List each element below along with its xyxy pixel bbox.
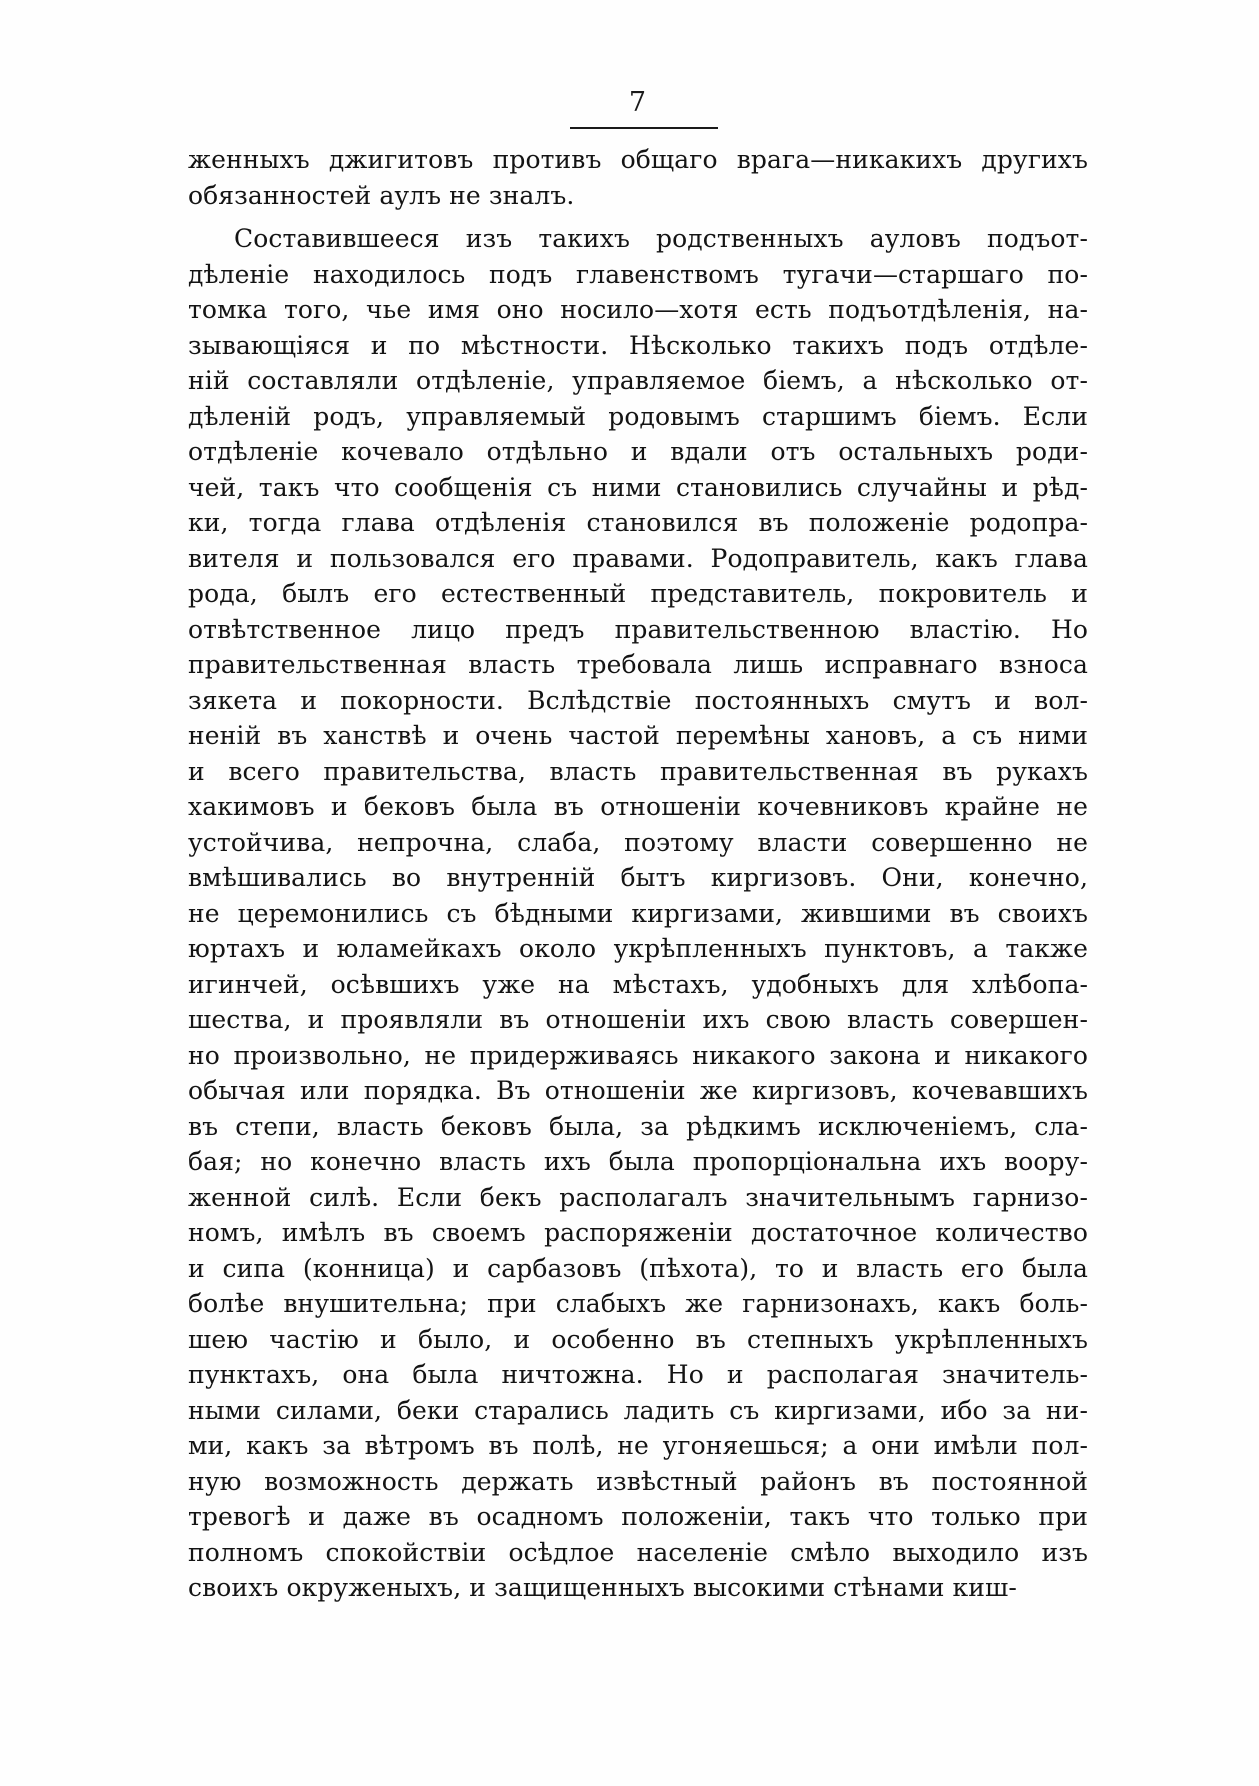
text-line: тревогѣ и даже въ осадномъ положеніи, такъ что только при bbox=[188, 1502, 1088, 1531]
text-line: отвѣтственное лицо предъ правительственною властію. Но bbox=[188, 614, 1088, 644]
text-line: женной силѣ. Если бекъ располагалъ значительнымъ гарнизо- bbox=[188, 1182, 1088, 1212]
text-line: рода, былъ его естественный представитель, покровитель и bbox=[188, 579, 1088, 608]
text-line: своихъ окруженыхъ, и защищенныхъ высокими стѣнами киш- bbox=[188, 1573, 1017, 1602]
text-line: и сипа (конница) и сарбазовъ (пѣхота), то и власть его была bbox=[188, 1253, 1088, 1283]
text-line: отдѣленіе кочевало отдѣльно и вдали отъ остальныхъ роди- bbox=[188, 437, 1088, 466]
text-line: зывающіяся и по мѣстности. Нѣсколько такихъ подъ отдѣле- bbox=[188, 330, 1088, 360]
text-line: хакимовъ и бековъ была въ отношеніи кочевниковъ крайне не bbox=[188, 792, 1088, 821]
text-line: ную возможность держать извѣстный районъ въ постоянной bbox=[188, 1466, 1088, 1496]
paragraph bbox=[188, 221, 1088, 1606]
paragraph bbox=[188, 142, 1088, 213]
text-line: женныхъ джигитовъ противъ общаго врага—никакихъ другихъ bbox=[188, 145, 1088, 174]
text-line: ки, тогда глава отдѣленія становился въ положеніе родопра- bbox=[188, 508, 1088, 537]
page-number: 7 bbox=[628, 87, 647, 118]
text-line: дѣленій родъ, управляемый родовымъ старшимъ біемъ. Если bbox=[188, 401, 1088, 431]
text-line: юртахъ и юламейкахъ около укрѣпленныхъ пунктовъ, а также bbox=[188, 934, 1088, 963]
text-line: шества, и проявляли въ отношеніи ихъ свою власть совершен- bbox=[188, 1005, 1088, 1034]
text-line: неній въ ханствѣ и очень частой перемѣны хановъ, а съ ними bbox=[188, 721, 1088, 750]
text-line: болѣе внушительна; при слабыхъ же гарнизонахъ, какъ боль- bbox=[188, 1289, 1088, 1318]
text-line: томка того, чье имя оно носило—хотя есть подъотдѣленія, на- bbox=[188, 295, 1088, 324]
text-line: чей, такъ что сообщенія съ ними становились случайны и рѣд- bbox=[188, 472, 1088, 502]
text-line: правительственная власть требовала лишь исправнаго взноса bbox=[188, 650, 1088, 679]
text-line: вителя и пользовался его правами. Родоправитель, какъ глава bbox=[188, 543, 1088, 573]
text-line: обычая или порядка. Въ отношеніи же киргизовъ, кочевавшихъ bbox=[188, 1076, 1088, 1105]
text-line: шею частію и было, и особенно въ степныхъ укрѣпленныхъ bbox=[188, 1324, 1088, 1354]
text-line: дѣленіе находилось подъ главенствомъ тугачи—старшаго по- bbox=[188, 259, 1088, 289]
paragraph-gap bbox=[188, 213, 1088, 221]
text-line: не церемонились съ бѣдными киргизами, жившими въ своихъ bbox=[188, 898, 1088, 928]
text-line: полномъ спокойствіи осѣдлое населеніе смѣло выходило изъ bbox=[188, 1537, 1088, 1567]
text-line: устойчива, непрочна, слаба, поэтому власти совершенно не bbox=[188, 827, 1088, 857]
text-line: обязанностей аулъ не зналъ. bbox=[188, 180, 575, 210]
page-number-rule bbox=[570, 127, 718, 129]
text-line: пунктахъ, она была ничтожна. Но и располагая значитель- bbox=[188, 1360, 1088, 1389]
text-line: въ степи, власть бековъ была, за рѣдкимъ исключеніемъ, сла- bbox=[188, 1111, 1088, 1141]
text-line: зякета и покорности. Вслѣдствіе постоянныхъ смутъ и вол- bbox=[188, 685, 1088, 715]
text-line: но произвольно, не придерживаясь никакого закона и никакого bbox=[188, 1040, 1088, 1070]
text-line: игинчей, осѣвшихъ уже на мѣстахъ, удобныхъ для хлѣбопа- bbox=[188, 969, 1088, 999]
text-line: Составившееся изъ такихъ родственныхъ ауловъ подъот- bbox=[234, 224, 1088, 253]
text-line: бая; но конечно власть ихъ была пропорціональна ихъ воору- bbox=[188, 1147, 1088, 1176]
text-line: ній составляли отдѣленіе, управляемое біемъ, а нѣсколько от- bbox=[188, 366, 1088, 395]
text-line: ми, какъ за вѣтромъ въ полѣ, не угоняешься; а они имѣли пол- bbox=[188, 1431, 1088, 1460]
text-line: ными силами, беки старались ладить съ киргизами, ибо за ни- bbox=[188, 1395, 1088, 1425]
body-text bbox=[188, 142, 1088, 1606]
text-line: и всего правительства, власть правительственная въ рукахъ bbox=[188, 756, 1088, 786]
text-line: вмѣшивались во внутренній бытъ киргизовъ. Они, конечно, bbox=[188, 863, 1088, 892]
text-line: номъ, имѣлъ въ своемъ распоряженіи достаточное количество bbox=[188, 1218, 1088, 1247]
